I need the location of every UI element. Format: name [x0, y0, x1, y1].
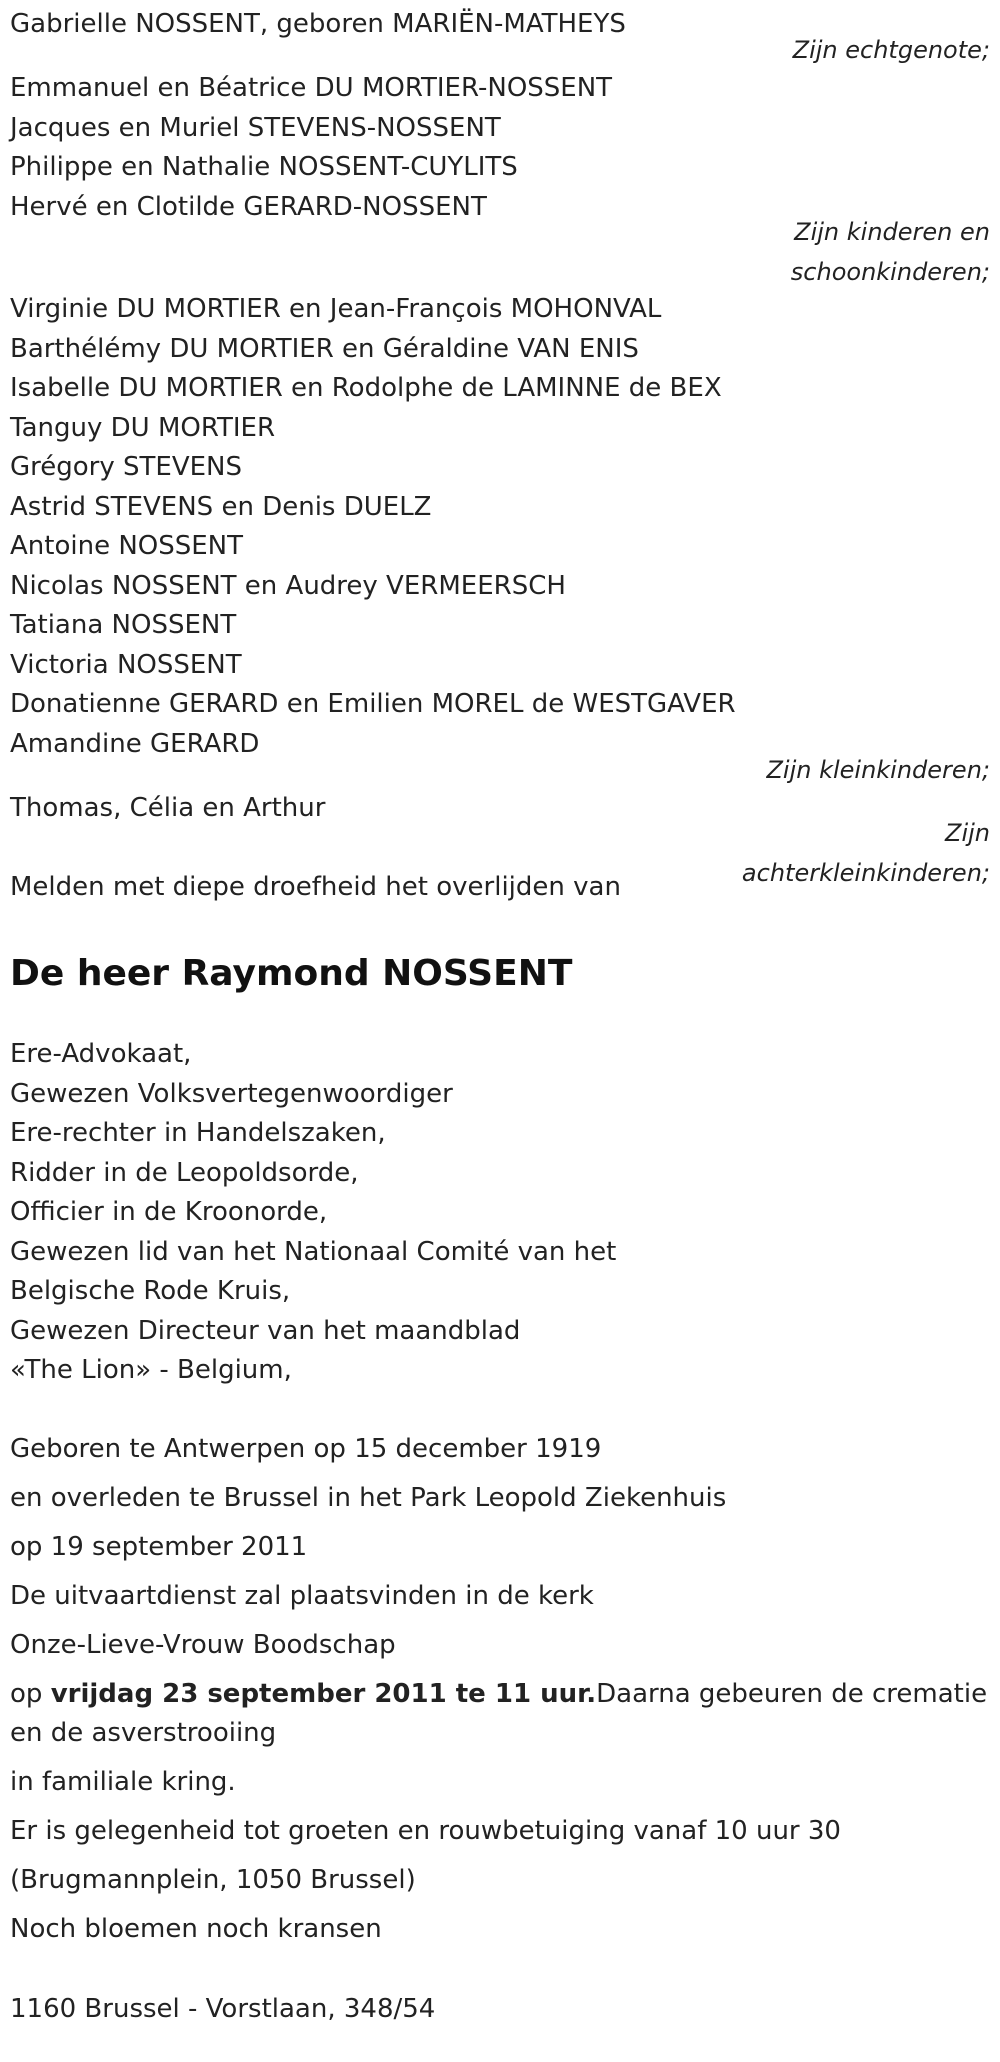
grandchild-line: Antoine NOSSENT — [10, 531, 244, 561]
cremation-continued: en de asverstrooiing — [10, 1718, 277, 1748]
title-line: Gewezen lid van het Nationaal Comité van het — [10, 1237, 617, 1267]
service-date-prefix: op — [10, 1679, 51, 1709]
deceased-name: De heer Raymond NOSSENT — [10, 953, 573, 994]
service-date-suffix: Daarna gebeuren de crematie — [596, 1679, 988, 1709]
child-line: Emmanuel en Béatrice DU MORTIER-NOSSENT — [10, 73, 613, 103]
title-line: Ridder in de Leopoldsorde, — [10, 1158, 359, 1188]
grandchild-line: Amandine GERARD — [10, 729, 260, 759]
service-date-line — [10, 1678, 987, 1710]
title-line: Ere-rechter in Handelszaken, — [10, 1118, 386, 1148]
spouse-relation: Zijn echtgenote; — [792, 36, 990, 64]
grandchild-line: Tanguy DU MORTIER — [10, 413, 276, 443]
grandchild-line: Nicolas NOSSENT en Audrey VERMEERSCH — [10, 571, 566, 601]
greeting-location: (Brugmannplein, 1050 Brussel) — [10, 1865, 416, 1895]
children-relation-line2: schoonkinderen; — [790, 258, 990, 286]
children-relation-line1: Zijn kinderen en — [794, 218, 990, 246]
grandchild-line: Tatiana NOSSENT — [10, 610, 237, 640]
title-line: Officier in de Kroonorde, — [10, 1197, 328, 1227]
grandchild-line: Astrid STEVENS en Denis DUELZ — [10, 492, 432, 522]
church-name: Onze-Lieve-Vrouw Boodschap — [10, 1630, 396, 1660]
title-line: Gewezen Directeur van het maandblad — [10, 1316, 521, 1346]
announcement-text: Melden met diepe droefheid het overlijden van — [10, 872, 621, 902]
death-date: op 19 september 2011 — [10, 1532, 308, 1562]
service-info: De uitvaartdienst zal plaatsvinden in de kerk — [10, 1581, 594, 1611]
grandchild-line: Grégory STEVENS — [10, 452, 242, 482]
grandchild-line: Barthélémy DU MORTIER en Géraldine VAN ENIS — [10, 334, 639, 364]
grandchild-line: Victoria NOSSENT — [10, 650, 242, 680]
grandchild-line: Virginie DU MORTIER en Jean-François MOHONVAL — [10, 294, 662, 324]
title-line: «The Lion» - Belgium, — [10, 1355, 292, 1385]
death-info: en overleden te Brussel in het Park Leopold Ziekenhuis — [10, 1483, 727, 1513]
child-line: Philippe en Nathalie NOSSENT-CUYLITS — [10, 152, 518, 182]
spouse-name: Gabrielle NOSSENT, geboren MARIËN-MATHEYS — [10, 9, 626, 39]
great-grandchildren-relation-line2: achterkleinkinderen; — [741, 859, 990, 887]
title-line: Gewezen Volksvertegenwoordiger — [10, 1079, 453, 1109]
child-line: Jacques en Muriel STEVENS-NOSSENT — [10, 113, 501, 143]
grandchildren-relation: Zijn kleinkinderen; — [766, 756, 990, 784]
child-line: Hervé en Clotilde GERARD-NOSSENT — [10, 192, 487, 222]
greeting-info: Er is gelegenheid tot groeten en rouwbetuiging vanaf 10 uur 30 — [10, 1816, 841, 1846]
address: 1160 Brussel - Vorstlaan, 348/54 — [10, 1994, 436, 2024]
title-line: Belgische Rode Kruis, — [10, 1276, 291, 1306]
great-grandchildren-relation-line1: Zijn — [945, 819, 990, 847]
grandchild-line: Donatienne GERARD en Emilien MOREL de WESTGAVER — [10, 689, 736, 719]
service-date-bold: vrijdag 23 september 2011 te 11 uur. — [50, 1679, 597, 1709]
title-line: Ere-Advokaat, — [10, 1039, 192, 1069]
great-grandchildren-names: Thomas, Célia en Arthur — [10, 793, 326, 823]
flowers-note: Noch bloemen noch kransen — [10, 1914, 382, 1944]
birth-info: Geboren te Antwerpen op 15 december 1919 — [10, 1434, 602, 1464]
grandchild-line: Isabelle DU MORTIER en Rodolphe de LAMINNE de BEX — [10, 373, 722, 403]
family-circle: in familiale kring. — [10, 1767, 236, 1797]
